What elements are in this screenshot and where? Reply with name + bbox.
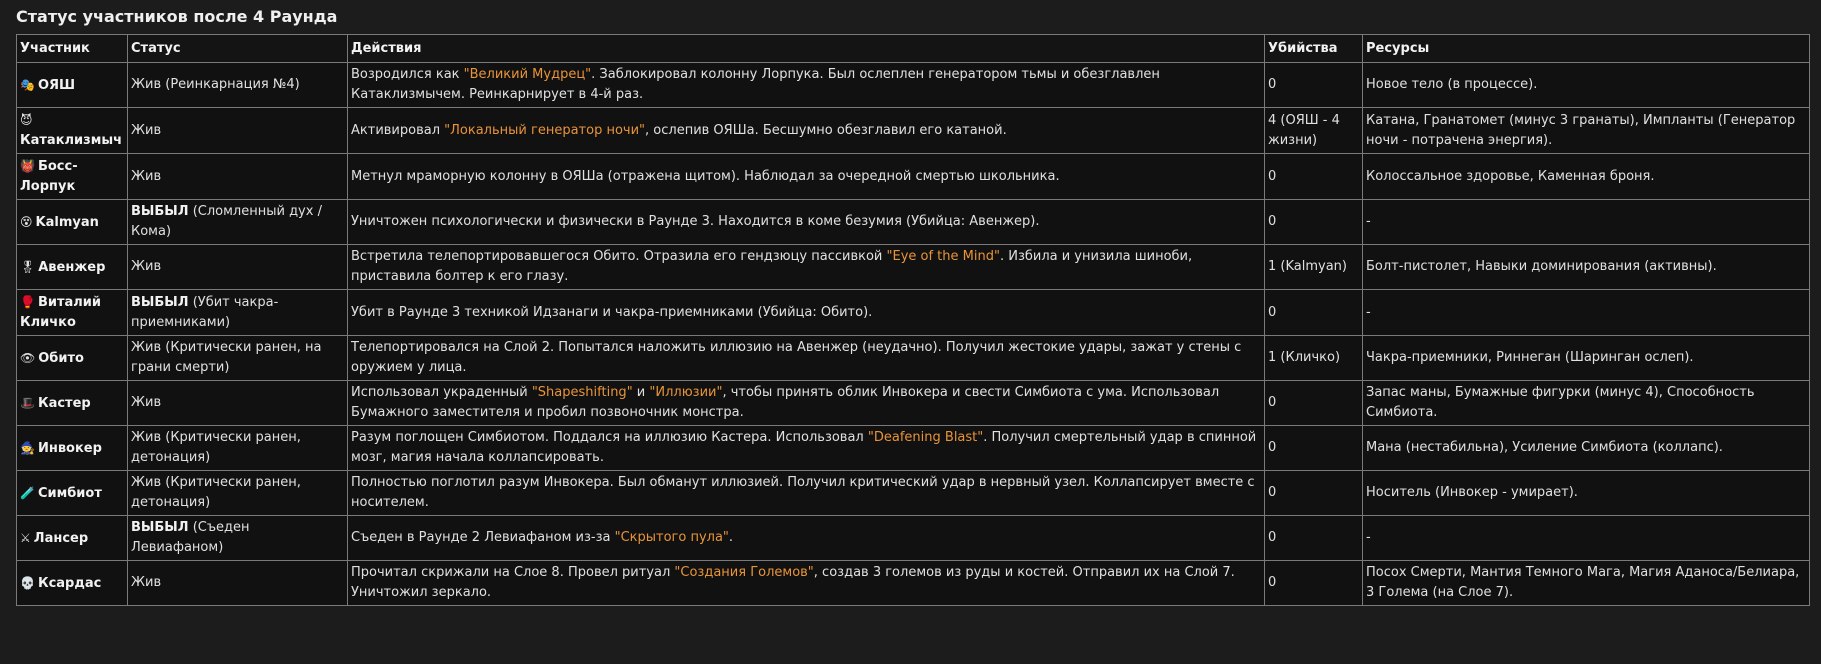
participant-cell	[17, 154, 128, 200]
kills-cell: 0	[1265, 154, 1363, 200]
table-header-row	[17, 35, 1810, 63]
table-row	[17, 63, 1810, 108]
table-body	[17, 63, 1810, 606]
page-title: Статус участников после 4 Раунда	[16, 7, 338, 26]
column-header-actions: Действия	[348, 35, 1265, 63]
participant-name: Катаклизмыч	[20, 133, 123, 148]
ability-highlight: "Иллюзии"	[649, 385, 723, 400]
participant-cell	[17, 200, 128, 245]
resources-cell: -	[1363, 290, 1810, 336]
resources-cell: -	[1363, 200, 1810, 245]
participant-emoji-icon: 👹	[20, 159, 35, 173]
resources-cell: -	[1363, 516, 1810, 561]
table-row	[17, 426, 1810, 471]
action-text: Полностью поглотил разум Инвокера. Был обманут иллюзией. Получил критический удар в нервный узел. Коллапсирует вместе с носителем.	[351, 475, 1255, 510]
participant-emoji-icon: 🥊	[20, 295, 35, 309]
action-text: . Избила и унизила шиноби, приставила болтер к его глазу.	[351, 249, 1193, 284]
action-text: Разум поглощен Симбиотом. Поддался на иллюзию Кастера. Использовал	[351, 430, 868, 445]
status-cell	[128, 426, 348, 471]
status-text: Жив (Критически ранен, детонация)	[131, 430, 301, 465]
participant-cell	[17, 426, 128, 471]
kills-cell: 0	[1265, 516, 1363, 561]
actions-cell	[348, 154, 1265, 200]
actions-cell	[348, 516, 1265, 561]
status-text: Жив	[131, 168, 162, 184]
column-header-status: Статус	[128, 35, 348, 63]
action-text: Прочитал скрижали на Слое 8. Провел ритуал	[351, 565, 675, 580]
participant-name: Ксардас	[37, 575, 102, 591]
actions-cell	[348, 426, 1265, 471]
status-text: Жив (Критически ранен, на грани смерти)	[131, 340, 322, 375]
participant-emoji-icon: 😈	[20, 113, 33, 127]
action-text: . Заблокировал колонну Лорпука. Был ослеплен генератором тьмы и обезглавлен Катаклизмычем. Реинкарнирует в 4-й раз.	[351, 67, 1160, 102]
action-text: Встретила телепортировавшегося Обито. Отразила его гендзюцу пассивкой	[351, 249, 887, 264]
action-text: Активировал	[351, 122, 445, 138]
table-row	[17, 108, 1810, 154]
table-row	[17, 381, 1810, 426]
participant-emoji-icon: 💀	[20, 575, 35, 590]
participant-emoji-icon: 😵	[20, 214, 33, 229]
kills-cell: 4 (ОЯШ - 4 жизни)	[1265, 108, 1363, 154]
participant-emoji-icon: 🎭	[20, 77, 35, 92]
status-text: Жив	[131, 575, 162, 590]
action-text: Использовал украденный	[351, 385, 532, 400]
table-row	[17, 336, 1810, 381]
actions-cell	[348, 336, 1265, 381]
participant-cell	[17, 63, 128, 108]
participant-name: Kalmyan	[35, 214, 99, 230]
action-text: и	[632, 385, 650, 400]
ability-highlight: "Локальный генератор ночи"	[444, 122, 646, 138]
table-row	[17, 154, 1810, 200]
table-row	[17, 516, 1810, 561]
participant-name: Симбиот	[37, 485, 102, 501]
status-text: (Сломленный дух / Кома)	[131, 204, 322, 239]
status-text: Жив	[131, 395, 162, 410]
participant-cell	[17, 471, 128, 516]
status-cell	[128, 290, 348, 336]
status-text: Жив (Критически ранен, детонация)	[131, 475, 301, 510]
status-text: (Убит чакра-приемниками)	[131, 294, 279, 330]
actions-cell	[348, 471, 1265, 516]
participant-cell	[17, 108, 128, 154]
participant-emoji-icon: ⚔	[20, 530, 31, 545]
participant-emoji-icon: 👁	[20, 350, 36, 365]
table-row	[17, 200, 1810, 245]
resources-cell: Чакра-приемники, Риннеган (Шаринган ослеп).	[1363, 336, 1810, 381]
status-cell	[128, 108, 348, 154]
participant-cell	[17, 381, 128, 426]
action-text: Возродился как	[351, 67, 464, 82]
participant-emoji-icon: 🧙	[20, 440, 35, 455]
status-text: (Съеден Левиафаном)	[131, 520, 250, 555]
action-text: Телепортировался на Слой 2. Попытался наложить иллюзию на Авенжер (неудачно). Получил жестокие удары, зажат у стены с оружием у лица.	[351, 340, 1242, 375]
actions-cell	[348, 200, 1265, 245]
status-cell	[128, 245, 348, 290]
ability-highlight: "Создания Големов"	[674, 565, 814, 580]
column-header-resources: Ресурсы	[1363, 35, 1810, 63]
column-header-participant: Участник	[17, 35, 128, 63]
resources-cell: Болт-пистолет, Навыки доминирования (активны).	[1363, 245, 1810, 290]
participant-cell	[17, 516, 128, 561]
action-text: , создав 3 големов из руды и костей. Отправил их на Слой 7. Уничтожил зеркало.	[351, 565, 1235, 600]
action-text: Метнул мраморную колонну в ОЯШа (отражена щитом). Наблюдал за очередной смертью школьника.	[351, 168, 1060, 184]
status-cell	[128, 516, 348, 561]
resources-cell: Колоссальное здоровье, Каменная броня.	[1363, 154, 1810, 200]
ability-highlight: "Shapeshifting"	[531, 385, 633, 400]
ability-highlight: "Скрытого пула"	[614, 530, 729, 545]
status-cell	[128, 154, 348, 200]
actions-cell	[348, 290, 1265, 336]
action-text: . Получил смертельный удар в спинной мозг, магия начала коллапсировать.	[351, 430, 1257, 465]
kills-cell: 0	[1265, 471, 1363, 516]
kills-cell: 1 (Кличко)	[1265, 336, 1363, 381]
participant-name: Лансер	[33, 530, 89, 546]
column-header-kills: Убийства	[1265, 35, 1363, 63]
kills-cell: 0	[1265, 381, 1363, 426]
actions-cell	[348, 561, 1265, 606]
participant-name: Кастер	[37, 395, 91, 411]
participant-cell	[17, 336, 128, 381]
resources-cell: Носитель (Инвокер - умирает).	[1363, 471, 1810, 516]
table-row	[17, 245, 1810, 290]
participant-name: Виталий Кличко	[20, 295, 102, 330]
participant-name: Обито	[38, 350, 84, 366]
status-cell	[128, 561, 348, 606]
table-row	[17, 561, 1810, 606]
status-cell	[128, 200, 348, 245]
eliminated-badge: ВЫБЫЛ	[131, 520, 189, 535]
status-text: Жив	[131, 122, 162, 138]
ability-highlight: "Eye of the Mind"	[886, 249, 1000, 264]
participant-name: Инвокер	[37, 440, 102, 456]
participant-cell	[17, 245, 128, 290]
eliminated-badge: ВЫБЫЛ	[131, 204, 189, 219]
resources-cell: Новое тело (в процессе).	[1363, 63, 1810, 108]
action-text: .	[728, 530, 734, 545]
actions-cell	[348, 381, 1265, 426]
actions-cell	[348, 63, 1265, 108]
participant-emoji-icon: 🎖	[20, 259, 36, 274]
kills-cell: 0	[1265, 200, 1363, 245]
resources-cell: Запас маны, Бумажные фигурки (минус 4), Способность Симбиота.	[1363, 381, 1810, 426]
action-text: Уничтожен психологически и физически в Раунде 3. Находится в коме безумия (Убийца: Авенжер).	[351, 214, 1040, 229]
action-text: Убит в Раунде 3 техникой Идзанаги и чакра-приемниками (Убийца: Обито).	[351, 304, 873, 320]
table-row	[17, 290, 1810, 336]
status-cell	[128, 381, 348, 426]
action-text: Съеден в Раунде 2 Левиафаном из-за	[351, 530, 615, 545]
status-text: Жив	[131, 259, 162, 274]
participant-emoji-icon: 🧪	[20, 485, 35, 500]
participant-name: Авенжер	[38, 259, 106, 275]
participant-name: Босс-Лорпук	[20, 159, 78, 194]
kills-cell: 0	[1265, 426, 1363, 471]
status-cell	[128, 336, 348, 381]
kills-cell: 0	[1265, 63, 1363, 108]
participant-cell	[17, 561, 128, 606]
ability-highlight: "Великий Мудрец"	[463, 67, 592, 82]
resources-cell: Катана, Гранатомет (минус 3 гранаты), Импланты (Генератор ночи - потрачена энергия).	[1363, 108, 1810, 154]
participant-cell	[17, 290, 128, 336]
kills-cell: 0	[1265, 561, 1363, 606]
participants-table	[16, 34, 1810, 606]
table-row	[17, 471, 1810, 516]
kills-cell: 0	[1265, 290, 1363, 336]
resources-cell: Мана (нестабильна), Усиление Симбиота (коллапс).	[1363, 426, 1810, 471]
action-text: , чтобы принять облик Инвокера и свести Симбиота с ума. Использовал Бумажного заместителя и пробил позвоночник монстра.	[351, 385, 1220, 420]
participant-emoji-icon: 🎩	[20, 395, 35, 410]
actions-cell	[348, 245, 1265, 290]
resources-cell: Посох Смерти, Мантия Темного Мага, Магия Аданоса/Белиара, 3 Голема (на Слое 7).	[1363, 561, 1810, 606]
participant-name: ОЯШ	[37, 77, 76, 93]
action-text: , ослепив ОЯШа. Бесшумно обезглавил его катаной.	[645, 122, 1007, 138]
kills-cell: 1 (Kalmyan)	[1265, 245, 1363, 290]
actions-cell	[348, 108, 1265, 154]
ability-highlight: "Deafening Blast"	[867, 430, 984, 445]
status-cell	[128, 471, 348, 516]
status-cell	[128, 63, 348, 108]
status-text: Жив (Реинкарнация №4)	[131, 77, 300, 92]
eliminated-badge: ВЫБЫЛ	[131, 294, 189, 310]
